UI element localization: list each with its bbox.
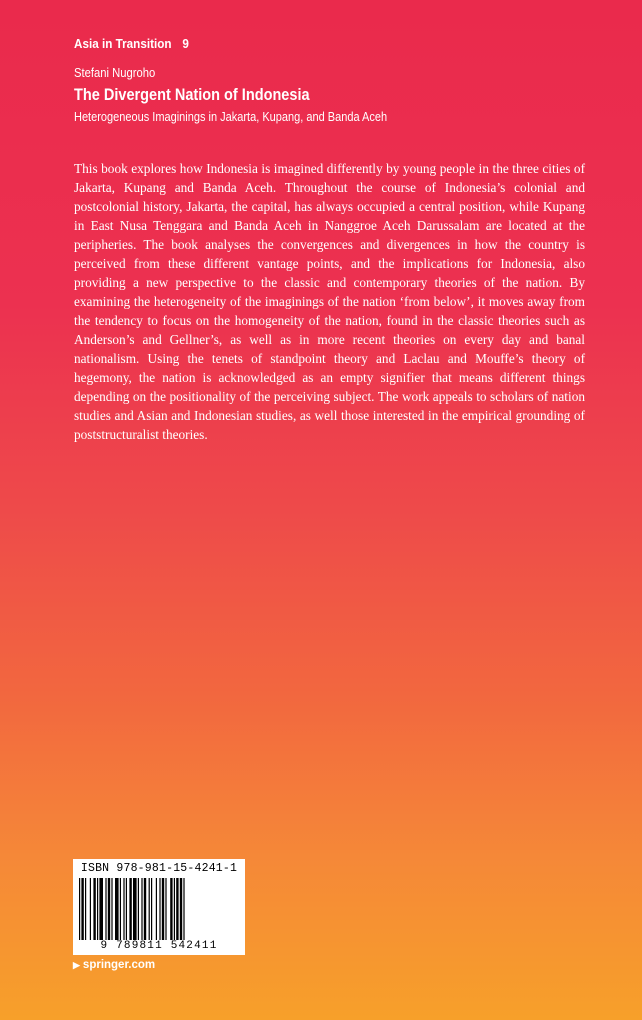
barcode-bar [180, 878, 182, 944]
barcode-bar [165, 878, 166, 944]
publisher-link[interactable] [73, 959, 155, 971]
isbn-label: ISBN 978-981-15-4241-1 [80, 862, 238, 875]
barcode-digits: 9 789811 542411 [73, 940, 245, 952]
barcode-bar [144, 878, 146, 944]
barcode-bar [115, 878, 119, 944]
barcode-bar [138, 878, 139, 944]
book-title: The Divergent Nation of Indonesia [74, 86, 310, 104]
series-number: 9 [182, 36, 189, 51]
book-subtitle: Heterogeneous Imaginings in Jakarta, Kupang, and Banda Aceh [74, 110, 388, 124]
barcode-bar [108, 878, 110, 944]
barcode-bar [93, 878, 95, 944]
barcode-bar [159, 878, 160, 944]
barcode-bars [79, 878, 239, 944]
barcode-bar [79, 878, 80, 944]
barcode-bar [123, 878, 124, 944]
barcode-bar [149, 878, 150, 944]
barcode-bar [156, 878, 157, 944]
isbn-barcode [73, 859, 245, 955]
barcode-bar [151, 878, 152, 944]
barcode-bar [85, 878, 86, 944]
barcode-bar [120, 878, 121, 944]
series-heading [74, 36, 189, 51]
barcode-bar [99, 878, 103, 944]
barcode-bar [183, 878, 184, 944]
barcode-bar [176, 878, 178, 944]
barcode-bar [129, 878, 131, 944]
author-name: Stefani Nugroho [74, 66, 156, 80]
barcode-bar [126, 878, 127, 944]
barcode-bar [90, 878, 91, 944]
book-description: This book explores how Indonesia is imagined differently by young people in the three cities of Jakarta, Kupang and Banda Aceh. Throughout the course of Indonesia’s colonial and postcolonial history, Jakarta, the capital, has always occupied a central position, while Kupang in East Nusa Tenggara and Banda Aceh in Nanggroe Aceh Darussalam are located at the peripheries. The book analyses the convergences and divergences in how the country is perceived from these different vantage points, and the implications for Indonesia, also providing a new perspective to the classic and contemporary theories of the nation. By examining the heterogeneity of the imaginings of the nation ‘from below’, it moves away from the tendency to focus on the homogeneity of the nation, found in the classic theories such as Anderson’s and Gellner’s, as well as in more recent theories on every day and banal nationalism. Using the tenets of standpoint theory and Laclau and Mouffe’s theory of hegemony, the nation is acknowledged as an empty signifier that means different things depending on the positionality of the perceiving subject. The work appeals to scholars of nation studies and Asian and Indonesian studies, as well those interested in the empirical grounding of poststructuralist theories. [74, 161, 585, 442]
publisher-link-label: springer.com [82, 959, 156, 971]
barcode-bar [170, 878, 172, 944]
series-name: Asia in Transition [74, 36, 172, 51]
barcode-bar [141, 878, 142, 944]
barcode-bar [162, 878, 164, 944]
arrow-right-icon: ▶ [73, 960, 80, 970]
barcode-bar [133, 878, 137, 944]
barcode-bar [81, 878, 83, 944]
barcode-bar [97, 878, 98, 944]
barcode-bar [105, 878, 106, 944]
barcode-bar [111, 878, 112, 944]
barcode-bar [174, 878, 175, 944]
